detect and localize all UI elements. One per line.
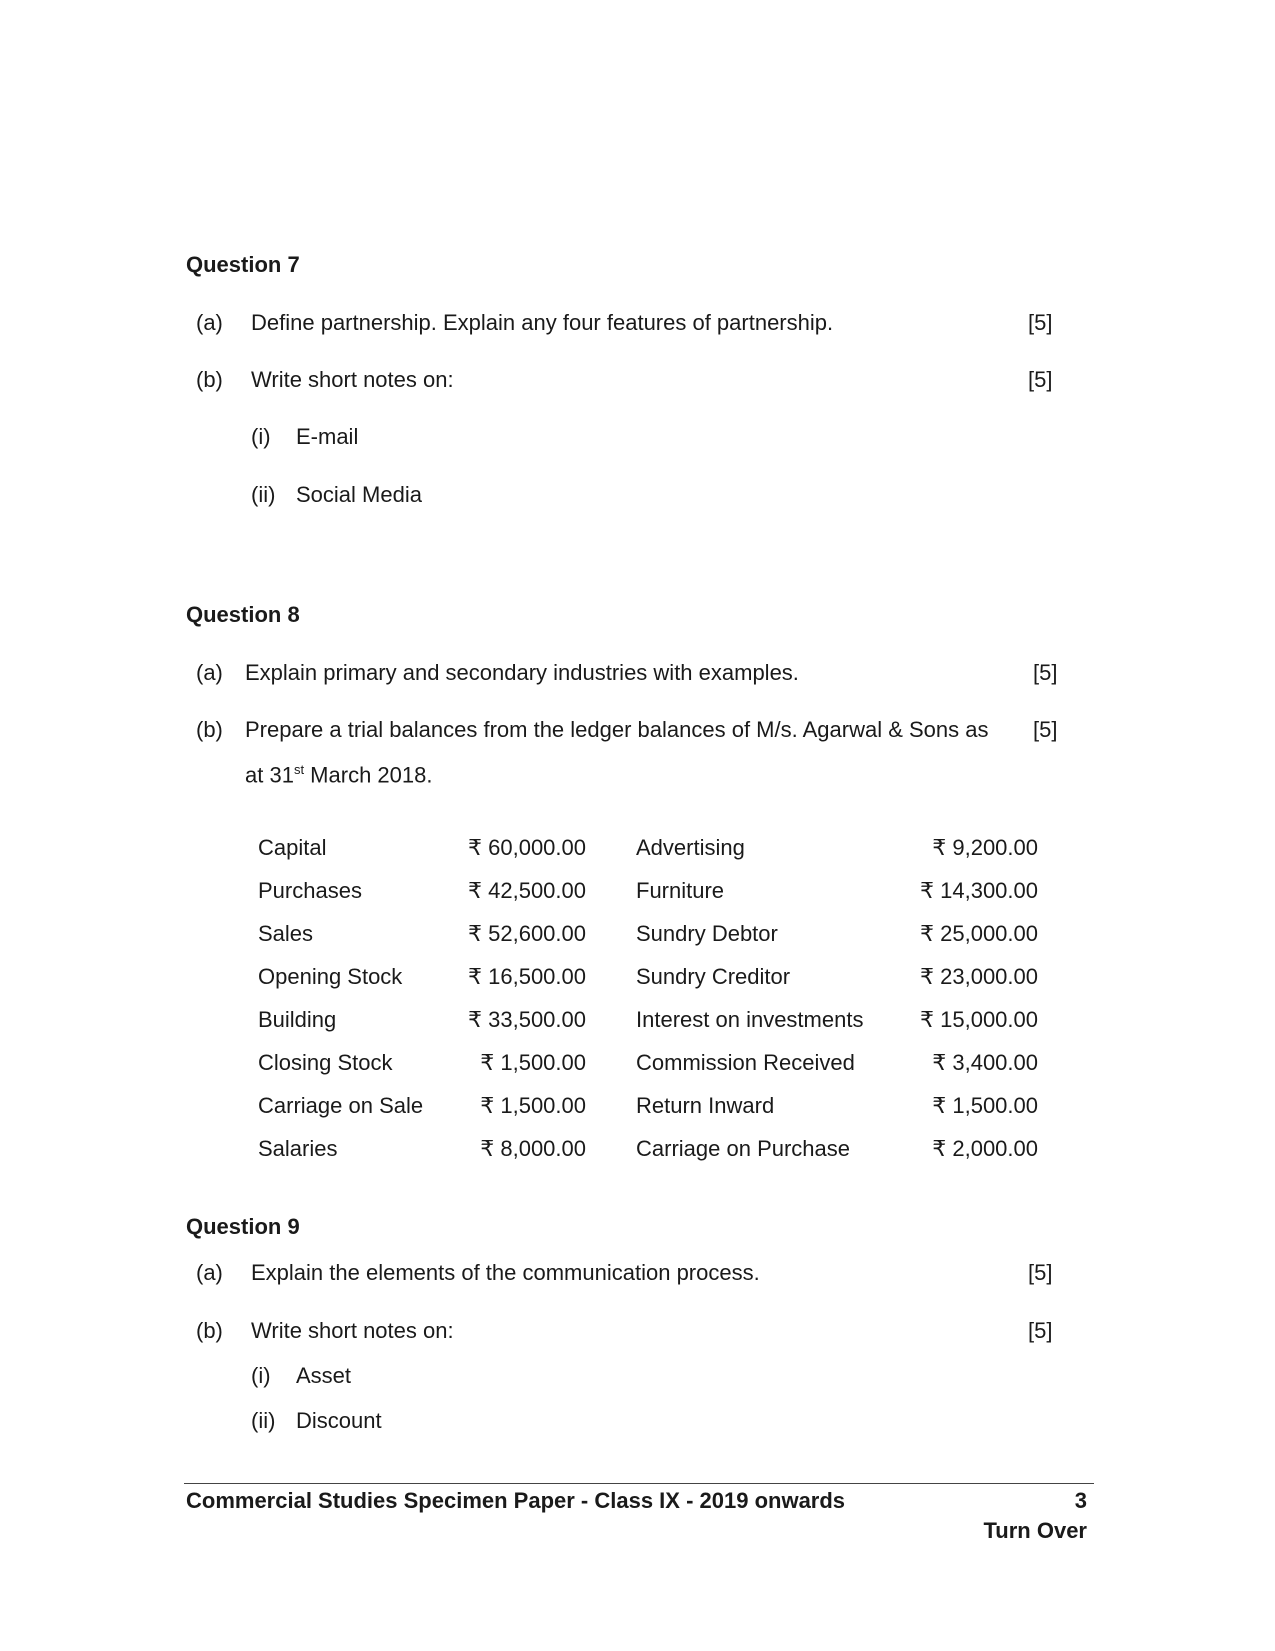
- turn-over-label: Turn Over: [983, 1518, 1087, 1543]
- q7-b-ii-label: (ii): [251, 482, 276, 507]
- q7-b-i-text: E-mail: [296, 424, 359, 449]
- ledger-left-amount: ₹ 8,000.00: [480, 1135, 586, 1161]
- q8-a-label: (a): [196, 660, 223, 685]
- q7-a-marks: [5]: [1028, 310, 1053, 335]
- q9-b-i-label: (i): [251, 1363, 271, 1388]
- ledger-gap: [586, 955, 636, 998]
- q8-a-marks: [5]: [1033, 660, 1058, 685]
- q8-b-text2-pre: at 31: [245, 762, 294, 788]
- ledger-right-account: Interest on investments: [636, 1006, 864, 1032]
- q7-b-ii-text: Social Media: [296, 482, 422, 507]
- q9-b-label: (b): [196, 1318, 223, 1343]
- ledger-right-account: Return Inward: [636, 1092, 775, 1118]
- footer-divider: [184, 1483, 1094, 1484]
- q9-a-marks: [5]: [1028, 1260, 1053, 1285]
- q8-b-text-continued: [245, 762, 432, 788]
- ledger-gap: [586, 1084, 636, 1127]
- q7-b-marks: [5]: [1028, 367, 1053, 392]
- ledger-row: [258, 998, 1038, 1041]
- ledger-right-amount: ₹ 3,400.00: [932, 1049, 1038, 1075]
- ledger-left-account: Capital: [258, 834, 327, 860]
- ledger-right-amount: ₹ 23,000.00: [920, 963, 1038, 989]
- ledger-left-account: Salaries: [258, 1135, 338, 1161]
- ledger-right-account: Carriage on Purchase: [636, 1135, 851, 1161]
- ledger-right-account: Furniture: [636, 877, 725, 903]
- ledger-left-account: Building: [258, 1006, 337, 1032]
- q9-b-i-text: Asset: [296, 1363, 352, 1388]
- page-number: 3: [1074, 1488, 1087, 1513]
- question-9-heading: Question 9: [186, 1214, 300, 1239]
- ledger-gap: [586, 912, 636, 955]
- ledger-left-amount: ₹ 1,500.00: [480, 1092, 586, 1118]
- ledger-row: [258, 1041, 1038, 1084]
- q8-a-text: Explain primary and secondary industries with examples.: [245, 660, 799, 685]
- q9-b-ii-text: Discount: [296, 1408, 382, 1433]
- ledger-right-amount: ₹ 15,000.00: [920, 1006, 1038, 1032]
- q9-a-label: (a): [196, 1260, 223, 1285]
- ledger-left-account: Carriage on Sale: [258, 1092, 424, 1118]
- q9-b-text: Write short notes on:: [251, 1318, 454, 1343]
- ledger-left-amount: ₹ 1,500.00: [480, 1049, 586, 1075]
- ledger-row: [258, 869, 1038, 912]
- q7-b-i-label: (i): [251, 424, 271, 449]
- ledger-balances-table: [258, 826, 1038, 1170]
- ledger-right-amount: ₹ 25,000.00: [920, 920, 1038, 946]
- ledger-left-account: Sales: [258, 920, 314, 946]
- ledger-left-account: Closing Stock: [258, 1049, 393, 1075]
- q7-a-label: (a): [196, 310, 223, 335]
- ledger-gap: [586, 1041, 636, 1084]
- ledger-left-amount: ₹ 16,500.00: [468, 963, 586, 989]
- ledger-balances-body: [258, 826, 1038, 1170]
- question-7-heading: Question 7: [186, 252, 300, 277]
- q7-b-label: (b): [196, 367, 223, 392]
- ledger-left-account: Purchases: [258, 877, 362, 903]
- q8-b-text: Prepare a trial balances from the ledger balances of M/s. Agarwal & Sons as: [245, 717, 989, 742]
- footer-title: Commercial Studies Specimen Paper - Class IX - 2019 onwards: [186, 1488, 846, 1513]
- ledger-right-amount: ₹ 1,500.00: [932, 1092, 1038, 1118]
- ledger-row: [258, 1127, 1038, 1170]
- ledger-left-amount: ₹ 60,000.00: [468, 834, 586, 860]
- ledger-gap: [586, 869, 636, 912]
- ledger-gap: [586, 998, 636, 1041]
- ledger-right-account: Advertising: [636, 834, 745, 860]
- ledger-right-amount: ₹ 2,000.00: [932, 1135, 1038, 1161]
- question-8-heading: Question 8: [186, 602, 300, 627]
- q7-a-text: Define partnership. Explain any four features of partnership.: [251, 310, 834, 335]
- ledger-gap: [586, 1127, 636, 1170]
- q8-b-marks: [5]: [1033, 717, 1058, 742]
- q9-a-text: Explain the elements of the communication process.: [251, 1260, 760, 1285]
- ledger-row: [258, 826, 1038, 869]
- ledger-right-amount: ₹ 9,200.00: [932, 834, 1038, 860]
- ledger-left-account: Opening Stock: [258, 963, 403, 989]
- q8-b-text2-sup: st: [293, 762, 305, 777]
- q9-b-marks: [5]: [1028, 1318, 1053, 1343]
- q8-b-label: (b): [196, 717, 223, 742]
- ledger-row: [258, 1084, 1038, 1127]
- q7-b-text: Write short notes on:: [251, 367, 454, 392]
- ledger-right-account: Sundry Creditor: [636, 963, 791, 989]
- ledger-right-account: Sundry Debtor: [636, 920, 778, 946]
- ledger-row: [258, 955, 1038, 998]
- ledger-left-amount: ₹ 52,600.00: [468, 920, 586, 946]
- ledger-row: [258, 912, 1038, 955]
- ledger-right-account: Commission Received: [636, 1049, 855, 1075]
- q9-b-ii-label: (ii): [251, 1408, 276, 1433]
- ledger-left-amount: ₹ 33,500.00: [468, 1006, 586, 1032]
- ledger-left-amount: ₹ 42,500.00: [468, 877, 586, 903]
- ledger-gap: [586, 826, 636, 869]
- q8-b-text2-post: March 2018.: [304, 762, 433, 788]
- ledger-right-amount: ₹ 14,300.00: [920, 877, 1038, 903]
